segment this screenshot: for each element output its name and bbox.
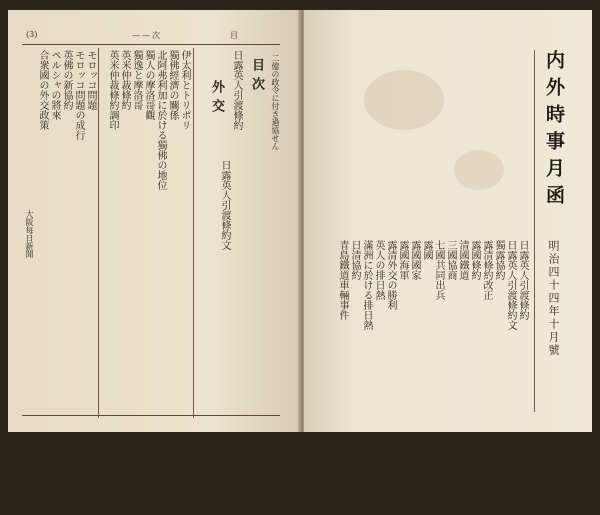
toc-entry[interactable]: 獨露協約 (493, 240, 504, 280)
toc-entry[interactable]: 露清條約改正 (481, 240, 492, 300)
toc-section-title: 外交 (209, 80, 224, 118)
toc-entry[interactable]: 日露英人引渡條約 (231, 50, 242, 130)
column-rule (193, 48, 194, 418)
toc-entry[interactable]: 合衆國の外交政策 (37, 50, 48, 130)
toc-entry[interactable]: 英米仲裁條約調印 (107, 50, 118, 130)
toc-entry[interactable]: 露國海軍 (397, 240, 408, 280)
toc-entry[interactable]: 青島鐵道車輛事件 (337, 240, 348, 320)
toc-entry[interactable]: 露國 (421, 240, 432, 260)
toc-entry[interactable]: 日露英人引渡條約文 (219, 160, 230, 250)
toc-entry[interactable]: モロッコ問題 (85, 50, 96, 110)
journal-title: 内外時事月函 (543, 50, 565, 212)
column-rule (98, 48, 99, 418)
book-spread (8, 10, 592, 432)
bottom-rule (22, 415, 280, 416)
paper-stain (454, 150, 504, 190)
toc-entry[interactable]: 英人の排日熱 (373, 240, 384, 300)
left-page-contents (8, 10, 300, 432)
toc-subtitle: 二億の政令に付き過協せん (271, 54, 280, 150)
toc-entry[interactable]: 獨人の摩洛哥觀 (143, 50, 154, 120)
toc-entry[interactable]: 獨逸と摩洛哥 (131, 50, 142, 110)
toc-entry[interactable]: 露清外交の勝利 (385, 240, 396, 310)
toc-heading: 目次 (249, 58, 264, 96)
toc-source: 大阪每日新聞 (25, 210, 34, 258)
page-header (22, 30, 280, 45)
toc-entry[interactable]: 露國國家 (409, 240, 420, 280)
toc-entry[interactable]: 英米仲裁條約 (119, 50, 130, 110)
toc-entry[interactable]: 英佛の新協約 (61, 50, 72, 110)
running-head: ——次 (132, 31, 162, 40)
page-number: (3) (26, 30, 38, 39)
toc-entry[interactable]: 日清協約 (349, 240, 360, 280)
toc-entry[interactable]: ペルシャの將來 (49, 50, 60, 120)
toc-entry[interactable]: 三國協商 (445, 240, 456, 280)
toc-entry[interactable]: 伊太利とトリポリ (179, 50, 190, 130)
header-mark: 目 (230, 31, 238, 40)
toc-entry[interactable]: 獨佛經濟の關係 (167, 50, 178, 120)
toc-entry[interactable]: 日露英人引渡條約文 (505, 240, 516, 330)
issue-date: 明治四十四年十月號 (547, 240, 560, 357)
paper-stain (364, 70, 444, 130)
toc-entry[interactable]: 北阿弗利加に於ける獨佛の地位 (155, 50, 166, 190)
toc-entry[interactable]: 七國共同出兵 (433, 240, 444, 300)
column-rule (534, 50, 535, 412)
toc-entry[interactable]: 露國條約 (469, 240, 480, 280)
toc-entry[interactable]: 清國鐵道 (457, 240, 468, 280)
toc-entry[interactable]: 滿洲に於ける排日熱 (361, 240, 372, 330)
toc-entry[interactable]: 日露英人引渡條約 (517, 240, 528, 320)
right-page-contents (304, 10, 592, 432)
toc-entry[interactable]: モロッコ問題の成行 (73, 50, 84, 140)
